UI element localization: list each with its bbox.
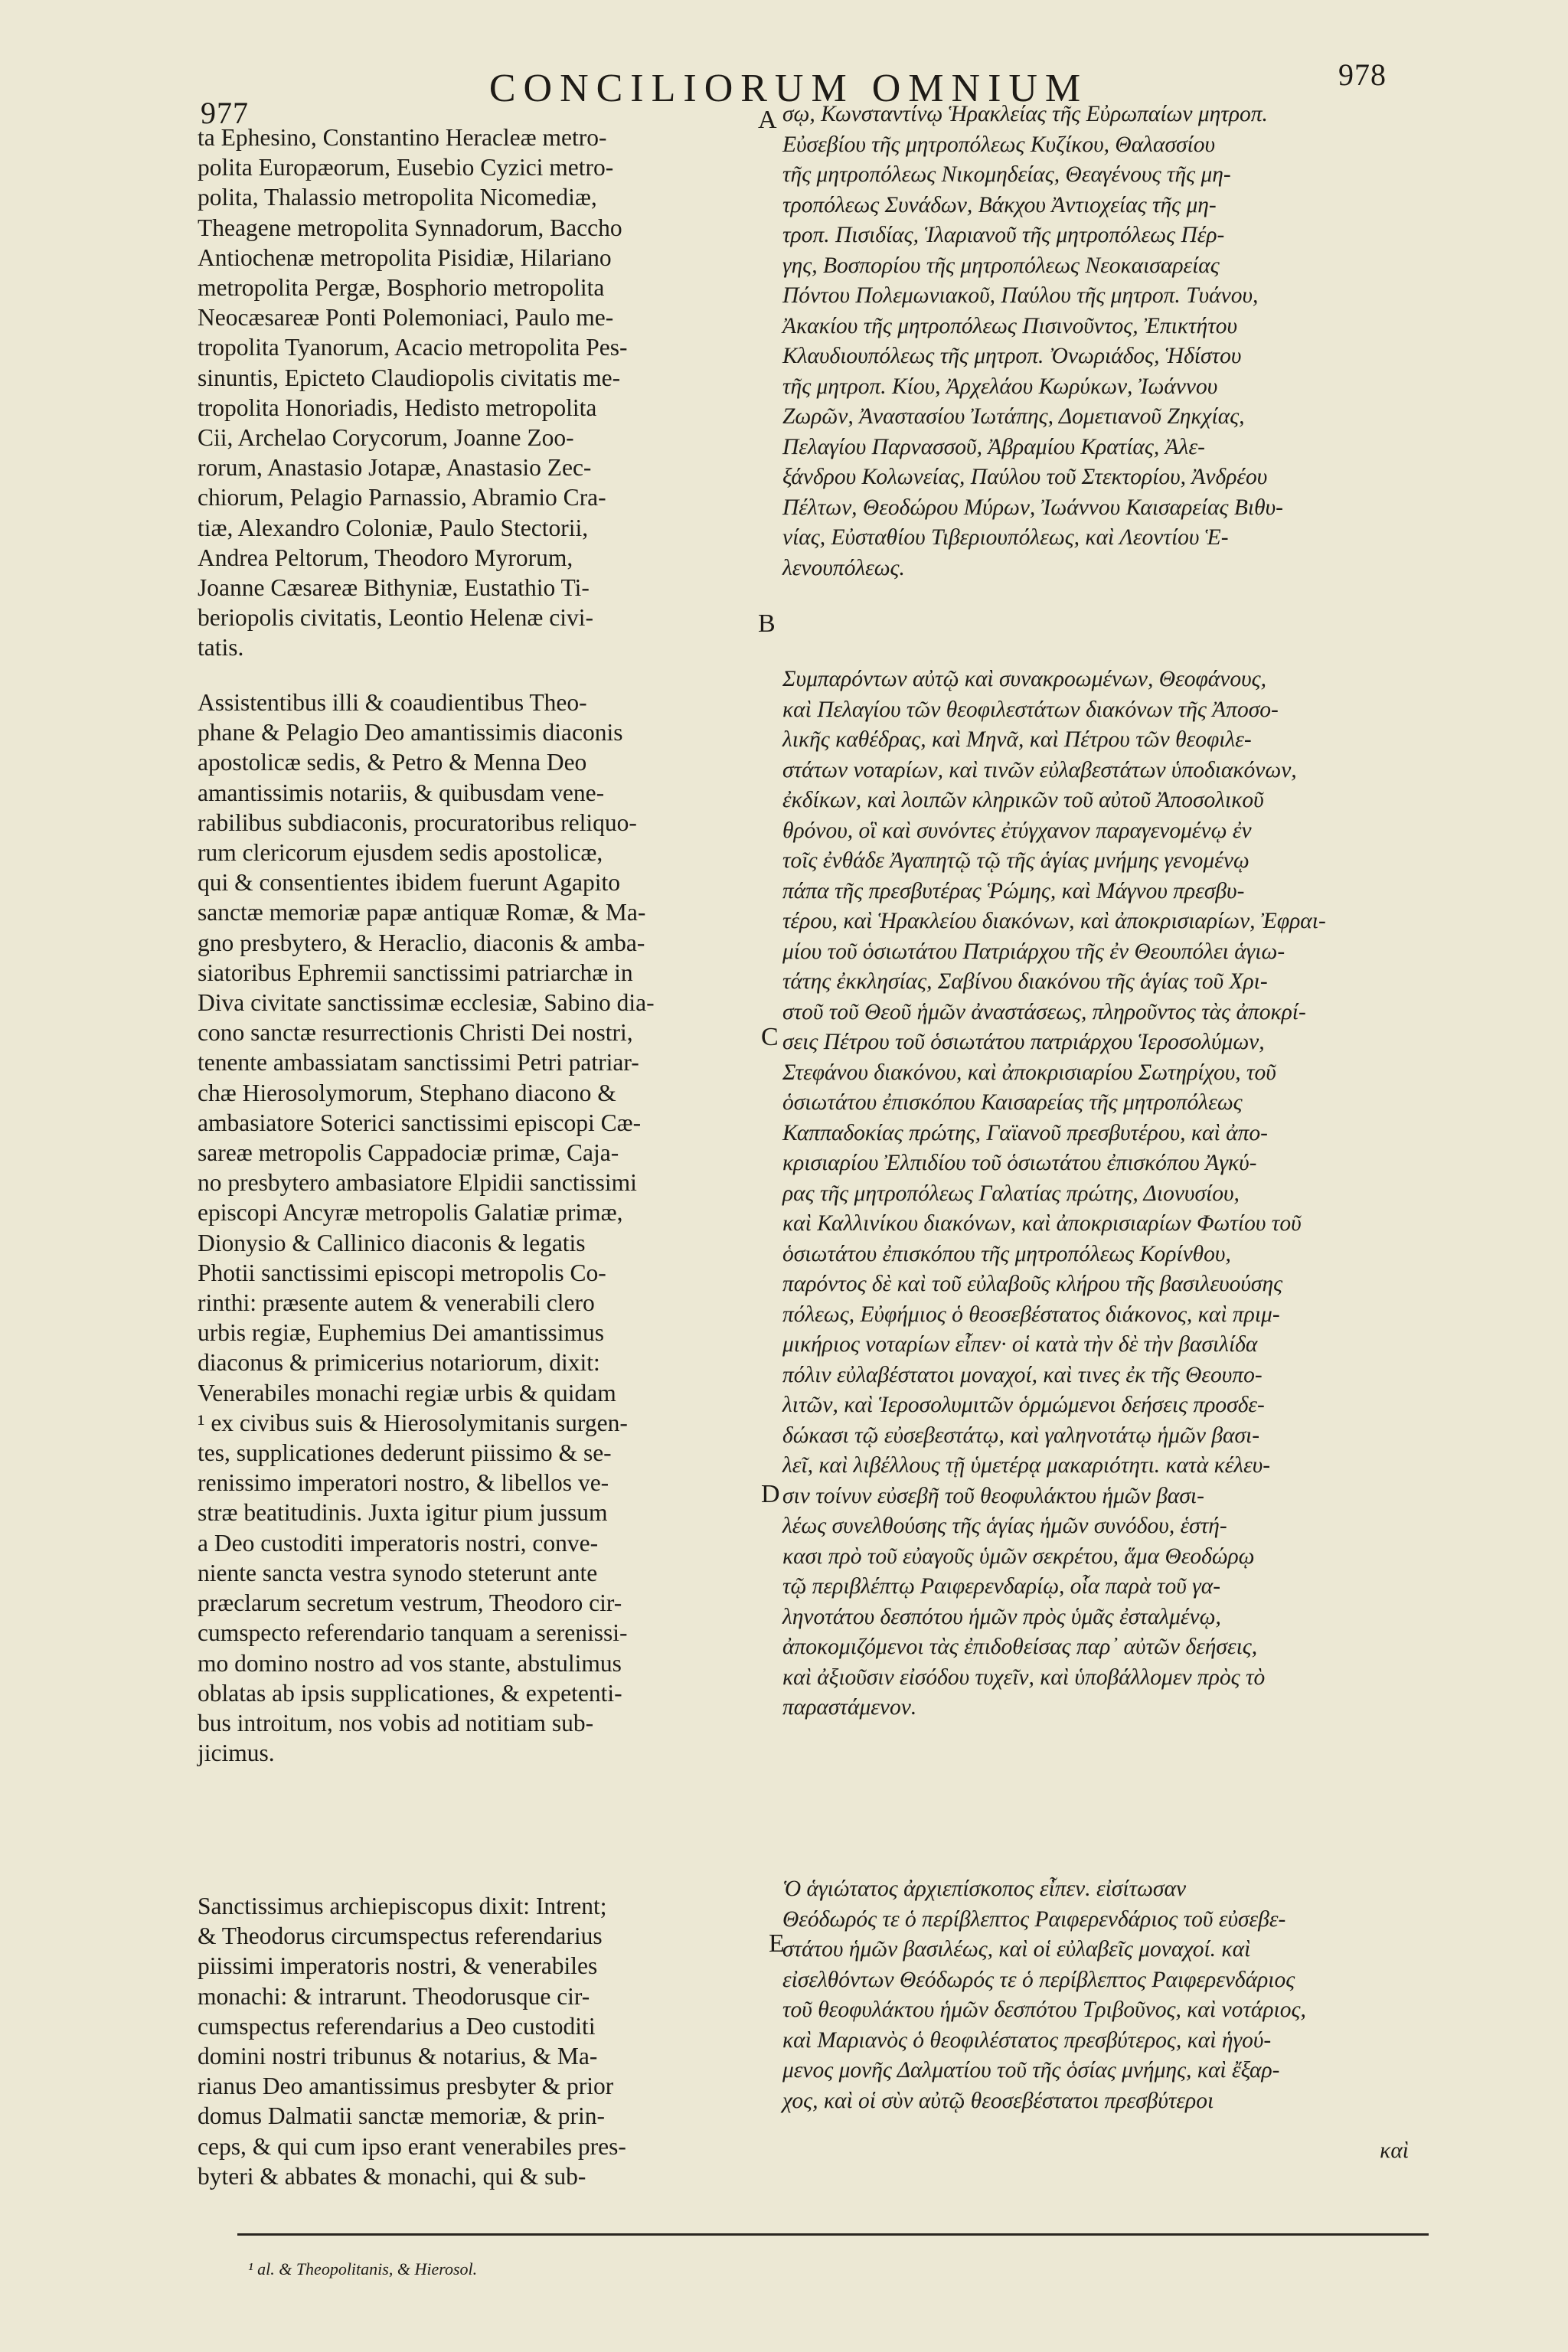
footnote: ¹ al. & Theopolitanis, & Hierosol. (248, 2259, 478, 2278)
running-title: CONCILIORUM OMNIUM (488, 67, 1089, 110)
latin-column (198, 96, 750, 2190)
margin-letter-c: C (761, 1023, 779, 1051)
greek-column (782, 100, 1409, 2163)
page-number-left: 977 (201, 96, 249, 130)
margin-letter-d: D (761, 1480, 780, 1508)
latin-paragraph-2: Assistentibus illi & coaudientibus Theo- phane & Pelagio Deo amantissimis diaconis apostolicæ sedis, & Petro & Menna Deo amantissimis notariis, & quibusdam vene- rabilibus subdiaconis, procuratoribus reliquo- rum clericorum ejusdem sedis apostolicæ, qui & consentientes ibidem fuerunt Agapito sanctæ memoriæ papæ antiquæ Romæ, & Ma- gno presbytero, & Heraclio, diaconis & amba- siatoribus Ephremii sanctissimi patriarchæ in Diva civitate sanctissimæ ecclesiæ, Sabino dia- cono sanctæ resurrectionis Christi Dei nostri, tenente ambassiatam sanctissimi Petri patriar- chæ Hierosolymorum, Stephano diacono & ambasiatore Soterici sanctissimi episcopi Cæ- sareæ metropolis Cappadociæ primæ, Caja- no presbytero ambasiatore Elpidii sanctissimi episcopi Ancyræ metropolis Galatiæ primæ, Dionysio & Callinico diaconis & legatis Photii sanctissimi episcopi metropolis Co- rinthi: præsente autem & venerabili clero urbis regiæ, Euphemius Dei amantissimus diaconus & primicerius notariorum, dixit: Venerabiles monachi regiæ urbis & quidam ¹ ex civibus suis & Hierosolymitanis surgen- tes, supplicationes dederunt piissimo & se- renissimo imperatori nostro, & libellos ve- stræ beatitudinis. Juxta igitur pium jussum a Deo custoditi imperatoris nostri, conve- niente sancta vestra synodo steterunt ante præclarum secretum vestrum, Theodoro cir- cumspecto referendario tanquam a serenissi- mo domino nostro ad vos stante, abstulimus oblatas ab ipsis supplicationes, & expetenti- bus introitum, nos vobis ad notitiam sub- jicimus. (198, 689, 655, 1767)
catchword: καὶ (1380, 2138, 1409, 2163)
margin-letter-b: B (758, 609, 776, 638)
latin-paragraph-3: Sanctissimus archiepiscopus dixit: Intrent; & Theodorus circumspectus referendarius piissimi imperatoris nostri, & venerabiles monachi: & intrarunt. Theodorusque cir- cumspectus referendarius a Deo custoditi domini nostri tribunus & notarius, & Ma- rianus Deo amantissimus presbyter & prior domus Dalmatii sanctæ memoriæ, & prin- ceps, & qui cum ipso erant venerabiles pres- byteri & abbates & monachi, qui & sub- (198, 1893, 626, 2190)
footnote-divider (237, 2233, 1429, 2236)
greek-paragraph-2: Συμπαρόντων αὐτῷ καὶ συνακροωμένων, Θεοφάνους, καὶ Πελαγίου τῶν θεοφιλεστάτων διακόνων τῆς Ἀποσο- λικῆς καθέδρας, καὶ Μηνᾶ, καὶ Πέτρου τῶν θεοφιλε- στάτων νοταρίων, καὶ τινῶν εὐλαβεστάτων ὑποδιακόνων, ἐκδίκων, καὶ λοιπῶν κληρικῶν τοῦ αὐτοῦ Ἀποσολικοῦ θρόνου, οἳ καὶ συνόντες ἐτύγχανον παραγενομένῳ ἐν τοῖς ἐνθάδε Ἀγαπητῷ τῷ τῆς ἁγίας μνήμης γενομένῳ πάπα τῆς πρεσβυτέρας Ῥώμης, καὶ Μάγνου πρεσβυ- τέρου, καὶ Ἡρακλείου διακόνων, καὶ ἀποκρισιαρίων, Ἐφραι- μίου τοῦ ὁσιωτάτου Πατριάρχου τῆς ἐν Θεουπόλει ἁγιω- τάτης ἐκκλησίας, Σαβίνου διακόνου τῆς ἁγίας τοῦ Χρι- στοῦ τοῦ Θεοῦ ἡμῶν ἀναστάσεως, πληροῦντος τὰς ἀποκρί- σεις Πέτρου τοῦ ὁσιωτάτου πατριάρχου Ἱεροσολύμων, Στεφάνου διακόνου, καὶ ἀποκρισιαρίου Σωτηρίχου, τοῦ ὁσιωτάτου ἐπισκόπου Καισαρείας τῆς μητροπόλεως Καππαδοκίας πρώτης, Γαϊανοῦ πρεσβυτέρου, καὶ ἀπο- κρισιαρίου Ἐλπιδίου τοῦ ὁσιωτάτου ἐπισκόπου Ἀγκύ- ρας τῆς μητροπόλεως Γαλατίας πρώτης, Διονυσίου, καὶ Καλλινίκου διακόνων, καὶ ἀποκρισιαρίων Φωτίου τοῦ ὁσιωτάτου ἐπισκόπου τῆς μητροπόλεως Κορίνθου, παρόντος δὲ καὶ τοῦ εὐλαβοῦς κλήρου τῆς βασιλευούσης πόλεως, Εὐφήμιος ὁ θεοσεβέστατος διάκονος, καὶ πριμ- μικήριος νοταρίων εἶπεν· οἱ κατὰ τὴν δὲ τὴν βασιλίδα πόλιν εὐλαβέστατοι μοναχοί, καὶ τινες ἐκ τῆς Θεουπο- λιτῶν, καὶ Ἱεροσολυμιτῶν ὁρμώμενοι δεήσεις προσδε- δώκασι τῷ εὐσεβεστάτῳ, καὶ γαληνοτάτῳ ἡμῶν βασι- λεῖ, καὶ λιβέλλους τῇ ὑμετέρᾳ μακαριότητι. κατὰ κέλευ- σιν τοίνυν εὐσεβῆ τοῦ θεοφυλάκτου ἡμῶν βασι- λέως συνελθούσης τῆς ἁγίας ἡμῶν συνόδου, ἑστή- κασι πρὸ τοῦ εὐαγοῦς ὑμῶν σεκρέτου, ἅμα Θεοδώρῳ τῷ περιβλέπτῳ Ραιφερενδαρίῳ, οἷα παρὰ τοῦ γα- ληνοτάτου δεσπότου ἡμῶν πρὸς ὑμᾶς ἐσταλμένῳ, ἀποκομιζόμενοι τὰς ἐπιδοθείσας παρ᾽ αὐτῶν δεήσεις, καὶ ἀξιοῦσιν εἰσόδου τυχεῖν, καὶ ὑποβάλλομεν πρὸς τὸ παραστάμενον. (782, 667, 1326, 1720)
greek-paragraph-3: Ὁ ἁγιώτατος ἀρχιεπίσκοπος εἶπεν. εἰσίτωσαν Θεόδωρός τε ὁ περίβλεπτος Ραιφερενδάριος τοῦ εὐσεβε- στάτου ἡμῶν βασιλέως, καὶ οἱ εὐλαβεῖς μοναχοί. καὶ εἰσελθόντων Θεόδωρός τε ὁ περίβλεπτος Ραιφερενδάριος τοῦ θεοφυλάκτου ἡμῶν δεσπότου Τριβοῦνος, καὶ νοτάριος, καὶ Μαριανὸς ὁ θεοφιλέστατος πρεσβύτερος, καὶ ἡγού- μενος μονῆς Δαλματίου τοῦ τῆς ὁσίας μνήμης, καὶ ἔξαρ- χος, καὶ οἱ σὺν αὐτῷ θεοσεβέστατοι πρεσβύτεροι (782, 1877, 1306, 2113)
margin-letter-e: E (769, 1929, 785, 1958)
latin-paragraph-1: ta Ephesino, Constantino Heracleæ metro- polita Europæorum, Eusebio Cyzici metro- polita, Thalassio metropolita Nicomediæ, Theagene metropolita Synnadorum, Baccho Antiochenæ metropolita Pisidiæ, Hilariano metropolita Pergæ, Bosphorio metropolita Neocæsareæ Ponti Polemoniaci, Paulo me- tropolita Tyanorum, Acacio metropolita Pes- sinuntis, Epicteto Claudiopolis civitatis me- tropolita Honoriadis, Hedisto metropolita Cii, Archelao Corycorum, Joanne Zoo- rorum, Anastasio Jotapæ, Anastasio Zec- chiorum, Pelagio Parnassio, Abramio Cra- tiæ, Alexandro Coloniæ, Paulo Stectorii, Andrea Peltorum, Theodoro Myrorum, Joanne Cæsareæ Bithyniæ, Eustathio Ti- beriopolis civitatis, Leontio Helenæ civi- tatis. (198, 124, 628, 662)
greek-paragraph-1: σῳ, Κωνσταντίνῳ Ἡρακλείας τῆς Εὐρωπαίων μητροπ. Εὐσεβίου τῆς μητροπόλεως Κυζίκου, Θαλασσίου τῆς μητροπόλεως Νικομηδείας, Θεαγένους τῆς μη- τροπόλεως Συνάδων, Βάκχου Ἀντιοχείας τῆς μη- τροπ. Πισιδίας, Ἱλαριανοῦ τῆς μητροπόλεως Πέρ- γης, Βοσπορίου τῆς μητροπόλεως Νεοκαισαρείας Πόντου Πολεμωνιακοῦ, Παύλου τῆς μητροπ. Τυάνου, Ἀκακίου τῆς μητροπόλεως Πισινοῦντος, Ἐπικτήτου Κλαυδιουπόλεως τῆς μητροπ. Ὀνωριάδος, Ἡδίστου τῆς μητροπ. Κίου, Ἀρχελάου Κωρύκων, Ἰωάννου Ζωρῶν, Ἀναστασίου Ἰωτάπης, Δομετιανοῦ Ζηκχίας, Πελαγίου Παρνασσοῦ, Ἀβραμίου Κρατίας, Ἀλε- ξάνδρου Κολωνείας, Παύλου τοῦ Στεκτορίου, Ἀνδρέου Πέλτων, Θεοδώρου Μύρων, Ἰωάννου Καισαρείας Βιθυ- νίας, Εὐσταθίου Τιβεριουπόλεως, καὶ Λεοντίου Ἑ- λενουπόλεως. (782, 102, 1283, 580)
margin-letter-a: A (758, 106, 777, 134)
page-number-right: 978 (1338, 57, 1387, 92)
